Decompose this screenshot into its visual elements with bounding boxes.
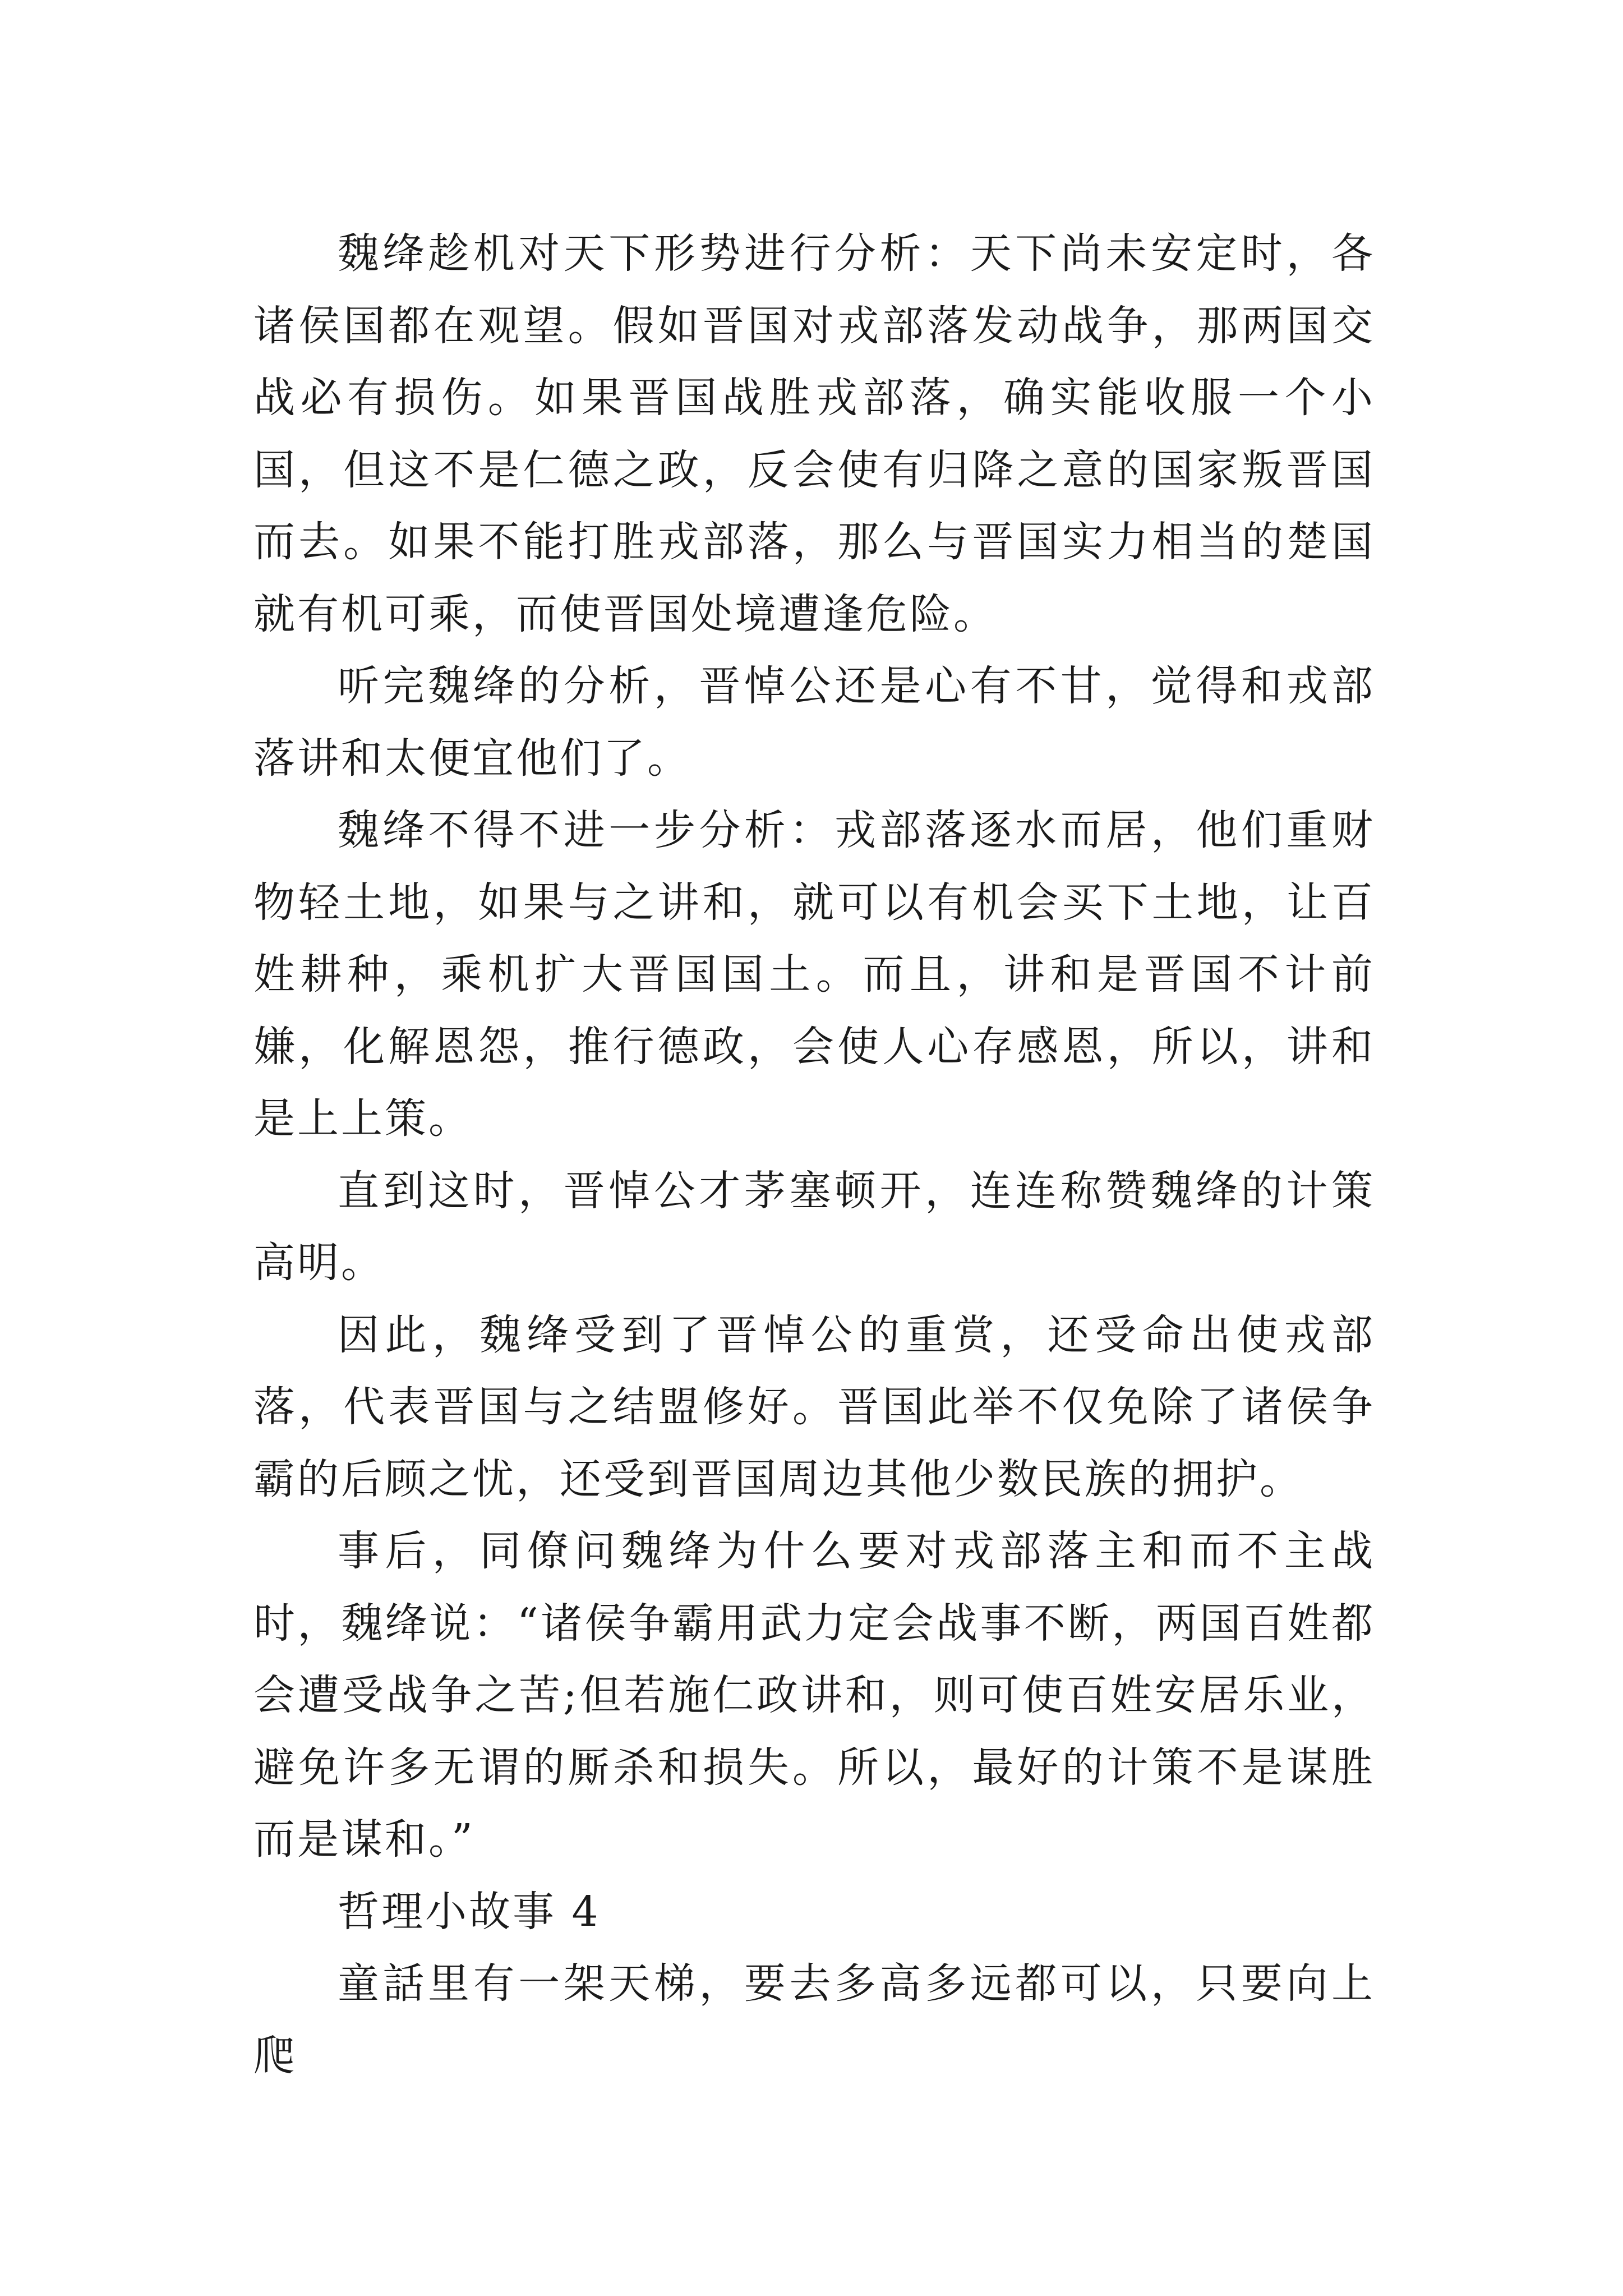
paragraph-further-analysis: 魏绛不得不进一步分析：戎部落逐水而居，他们重财物轻土地，如果与之讲和，就可以有机会买下土地，让百姓耕种，乘机扩大晋国国土。而且，讲和是晋国不计前嫌，化解恩怨，推行德政，会使人心存感恩，所以，讲和是上上策。 (253, 806, 1375, 1143)
document-body (253, 218, 1375, 2092)
paragraph-reward: 因此，魏绛受到了晋悼公的重赏，还受命出使戎部落，代表晋国与之结盟修好。晋国此举不仅免除了诸侯争霸的后顾之忧，还受到晋国周边其他少数民族的拥护。 (253, 1310, 1375, 1503)
paragraph-explanation: 事后，同僚问魏绛为什么要对戎部落主和而不主战时，魏绛说：“诸侯争霸用武力定会战事不断，两国百姓都会遭受战争之苦;但若施仁政讲和，则可使百姓安居乐业，避免许多无谓的厮杀和损失。所以，最好的计策不是谋胜而是谋和。” (253, 1527, 1375, 1864)
paragraph-analysis: 魏绛趁机对天下形势进行分析：天下尚未安定时，各诸侯国都在观望。假如晋国对戎部落发动战争，那两国交战必有损伤。如果晋国战胜戎部落，确实能收服一个小国，但这不是仁德之政，反会使有归降之意的国家叛晋国而去。如果不能打胜戎部落，那么与晋国实力相当的楚国就有机可乘，而使晋国处境遭逢危险。 (253, 229, 1375, 638)
paragraph-reaction: 听完魏绛的分析，晋悼公还是心有不甘，觉得和戎部落讲和太便宜他们了。 (253, 662, 1375, 783)
paragraph-enlightenment: 直到这时，晋悼公才茅塞顿开，连连称赞魏绛的计策高明。 (253, 1166, 1375, 1287)
section-heading: 哲理小故事 4 (338, 1887, 601, 1936)
paragraph-fairy-tale: 童話里有一架天梯，要去多高多远都可以，只要向上爬 (253, 1959, 1375, 2080)
